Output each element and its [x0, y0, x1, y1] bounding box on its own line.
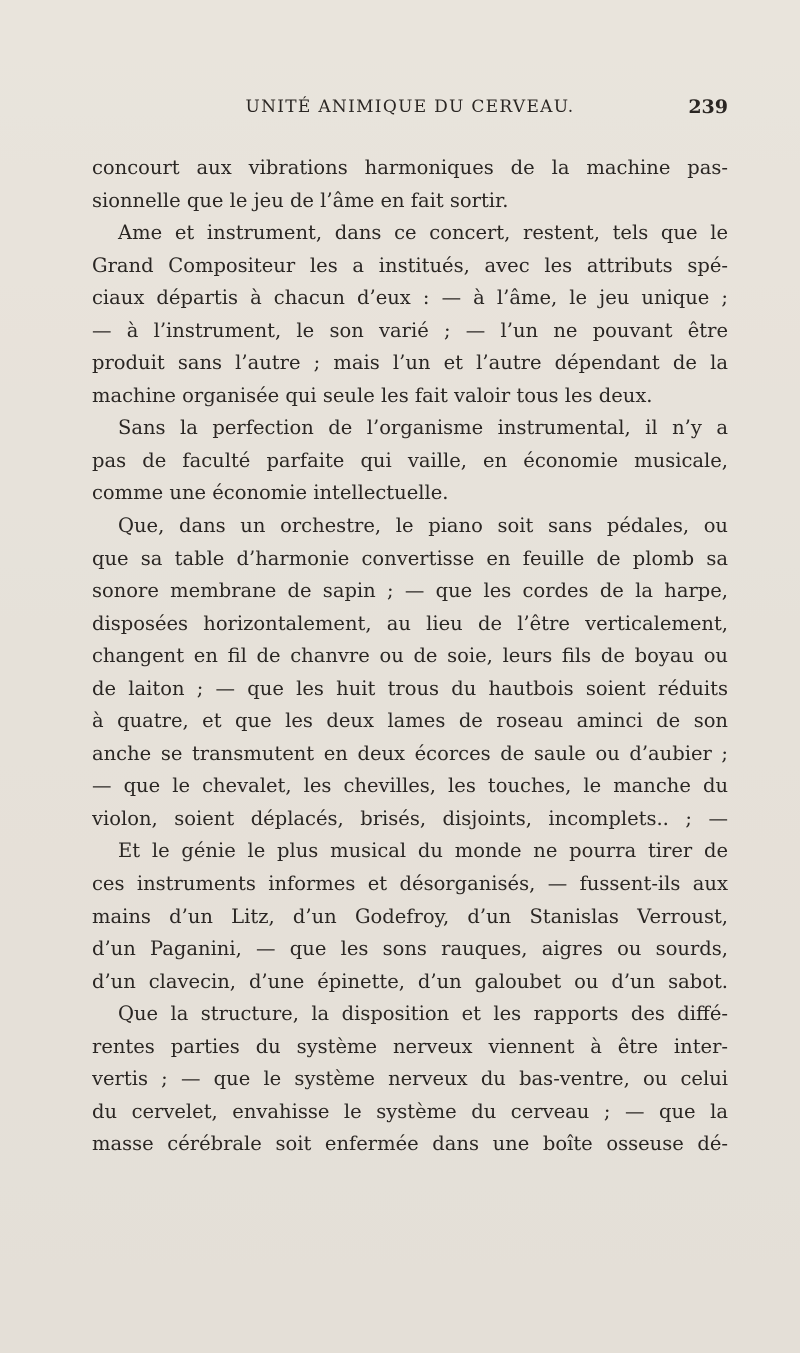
text-line: Ame et instrument, dans ce concert, restent, tels que le: [118, 221, 728, 245]
text-line: Et le génie le plus musical du monde ne pourra tirer de: [118, 839, 728, 863]
text-line: sonore membrane de sapin ; — que les cordes de la harpe,: [92, 579, 728, 603]
text-line: ces instruments informes et désorganisés, — fussent-ils aux: [92, 872, 728, 896]
text-line: rentes parties du système nerveux viennent à être inter-: [92, 1034, 728, 1058]
text-line: d’un clavecin, d’une épinette, d’un galoubet ou d’un sabot.: [92, 969, 728, 993]
text-line: anche se transmutent en deux écorces de saule ou d’aubier ;: [92, 741, 728, 765]
text-line: à quatre, et que les deux lames de roseau aminci de son: [92, 709, 728, 733]
text-line: d’un Paganini, — que les sons rauques, aigres ou sourds,: [92, 937, 728, 961]
running-head: [92, 92, 728, 122]
text-line: machine organisée qui seule les fait valoir tous les deux.: [92, 383, 653, 407]
text-line: — à l’instrument, le son varié ; — l’un ne pouvant être: [92, 318, 728, 342]
text-line: que sa table d’harmonie convertisse en feuille de plomb sa: [92, 546, 728, 570]
text-line: de laiton ; — que les huit trous du hautbois soient réduits: [92, 676, 728, 700]
page-number: 239: [688, 96, 728, 118]
text-line: produit sans l’autre ; mais l’un et l’autre dépendant de la: [92, 351, 728, 375]
text-line: Sans la perfection de l’organisme instrumental, il n’y a: [118, 416, 728, 440]
text-line: Que la structure, la disposition et les rapports des diffé-: [118, 1002, 728, 1026]
text-line: pas de faculté parfaite qui vaille, en économie musicale,: [92, 448, 728, 472]
running-title: UNITÉ ANIMIQUE DU CERVEAU.: [245, 97, 575, 117]
text-line: changent en fil de chanvre ou de soie, leurs fils de boyau ou: [92, 644, 728, 668]
text-line: violon, soient déplacés, brisés, disjoints, incomplets.. ; —: [92, 806, 728, 830]
text-line: mains d’un Litz, d’un Godefroy, d’un Stanislas Verroust,: [92, 904, 728, 928]
text-line: Grand Compositeur les a institués, avec les attributs spé-: [92, 253, 728, 277]
text-line: du cervelet, envahisse le système du cerveau ; — que la: [92, 1099, 728, 1123]
text-line: Que, dans un orchestre, le piano soit sans pédales, ou: [118, 514, 728, 538]
text-line: disposées horizontalement, au lieu de l’être verticalement,: [92, 611, 728, 635]
text-line: comme une économie intellectuelle.: [92, 481, 449, 505]
text-line: vertis ; — que le système nerveux du bas-ventre, ou celui: [92, 1067, 728, 1091]
text-line: ciaux départis à chacun d’eux : — à l’âme, le jeu unique ;: [92, 286, 728, 310]
text-line: — que le chevalet, les chevilles, les touches, le manche du: [92, 774, 728, 798]
text-line: masse cérébrale soit enfermée dans une boîte osseuse dé-: [92, 1132, 728, 1156]
text-line: concourt aux vibrations harmoniques de la machine pas-: [92, 156, 728, 179]
text-line: sionnelle que le jeu de l’âme en fait sortir.: [92, 188, 509, 212]
body-text: [92, 152, 728, 1161]
